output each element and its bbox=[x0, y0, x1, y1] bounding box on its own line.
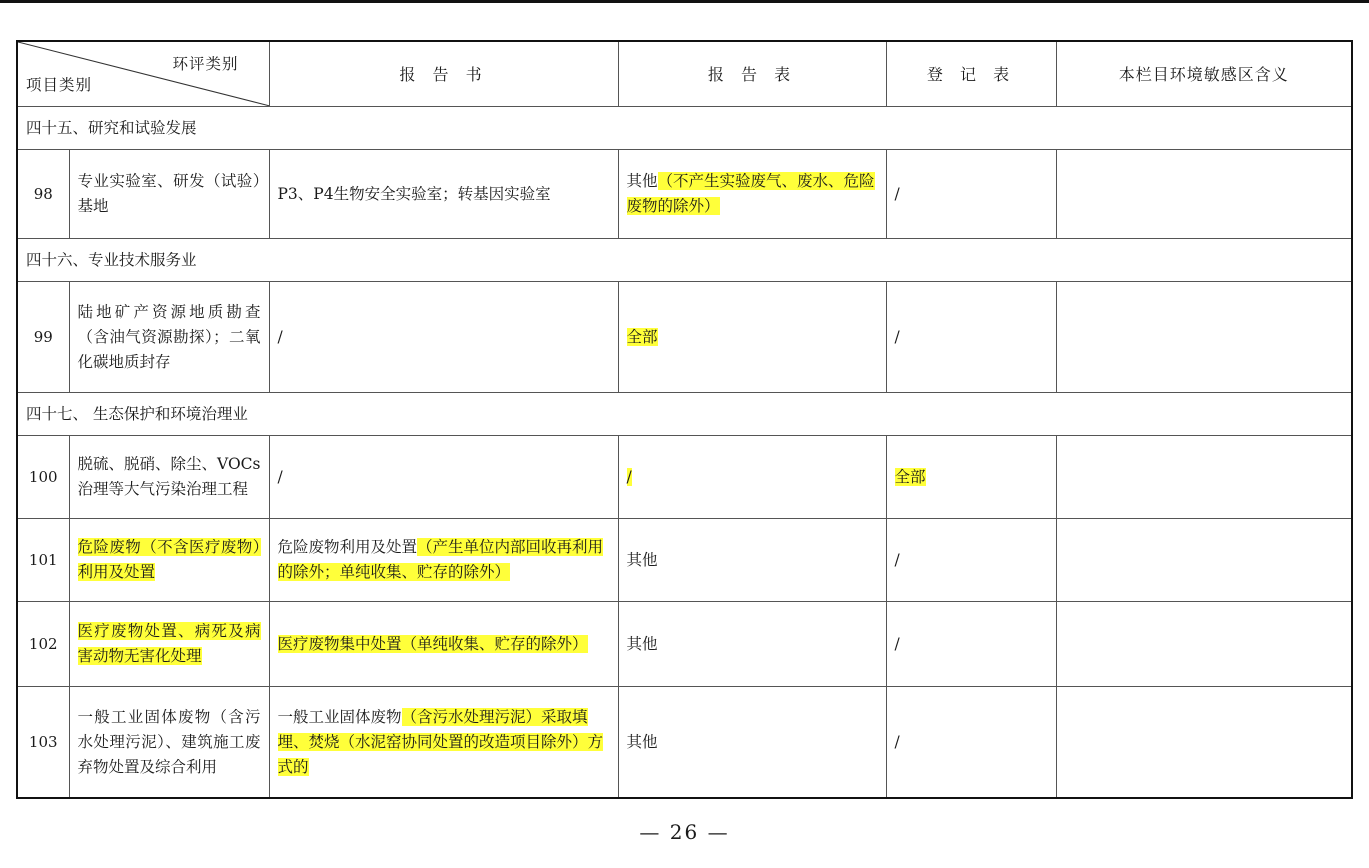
table-row bbox=[17, 519, 1352, 602]
section-header-row bbox=[17, 239, 1352, 282]
report-form-cell bbox=[618, 282, 886, 393]
header-row bbox=[17, 41, 1352, 107]
header-project-category: 项目类别 bbox=[26, 76, 93, 94]
top-rule bbox=[0, 0, 1369, 3]
row-number: 99 bbox=[17, 282, 69, 393]
header-report-form: 报 告 表 bbox=[618, 41, 886, 107]
report-book-text: 危险废物利用及处置 bbox=[277, 538, 418, 556]
sensitive-area-cell bbox=[1056, 602, 1352, 687]
report-form-cell bbox=[618, 519, 886, 602]
header-register-form: 登 记 表 bbox=[886, 41, 1056, 107]
report-form-text: 其他 bbox=[626, 550, 658, 569]
project-category-cell bbox=[69, 519, 269, 602]
report-book-cell bbox=[269, 150, 618, 239]
section-title: 四十六、专业技术服务业 bbox=[17, 239, 1352, 282]
table-row bbox=[17, 602, 1352, 687]
project-category-cell bbox=[69, 602, 269, 687]
table-row bbox=[17, 282, 1352, 393]
report-form-text: 其他 bbox=[626, 172, 658, 190]
row-number: 98 bbox=[17, 150, 69, 239]
row-number: 101 bbox=[17, 519, 69, 602]
project-category-text-highlighted: 危险废物（不含医疗废物）利用及处置 bbox=[77, 538, 261, 581]
report-book-text: P3、P4生物安全实验室；转基因实验室 bbox=[277, 184, 551, 203]
project-category-text-highlighted: 医疗废物处置、病死及病害动物无害化处理 bbox=[77, 622, 261, 665]
table-row bbox=[17, 436, 1352, 519]
header-report-book: 报 告 书 bbox=[269, 41, 618, 107]
table-row bbox=[17, 150, 1352, 239]
row-number: 102 bbox=[17, 602, 69, 687]
header-sensitive-area: 本栏目环境敏感区含义 bbox=[1056, 41, 1352, 107]
report-book-cell bbox=[269, 687, 618, 799]
report-book-text-highlighted: 医疗废物集中处置（单纯收集、贮存的除外） bbox=[277, 634, 588, 653]
report-form-cell bbox=[618, 687, 886, 799]
report-form-cell bbox=[618, 150, 886, 239]
register-form-text-highlighted: 全部 bbox=[894, 467, 926, 486]
report-book-cell bbox=[269, 519, 618, 602]
register-form-cell bbox=[886, 150, 1056, 239]
report-form-cell bbox=[618, 436, 886, 519]
section-header-row bbox=[17, 393, 1352, 436]
sensitive-area-cell bbox=[1056, 519, 1352, 602]
project-category-text: 一般工业固体废物（含污水处理污泥）、建筑施工废弃物处置及综合利用 bbox=[77, 707, 261, 776]
header-corner-cell bbox=[17, 41, 269, 107]
section-title: 四十五、研究和试验发展 bbox=[17, 107, 1352, 150]
project-category-cell bbox=[69, 687, 269, 799]
register-form-text: / bbox=[894, 732, 900, 751]
report-form-text-highlighted: / bbox=[626, 467, 632, 486]
row-number: 103 bbox=[17, 687, 69, 799]
section-title: 四十七、 生态保护和环境治理业 bbox=[17, 393, 1352, 436]
report-book-text: / bbox=[277, 467, 283, 486]
report-book-cell bbox=[269, 282, 618, 393]
project-category-text: 陆地矿产资源地质勘查（含油气资源勘探）；二氧化碳地质封存 bbox=[77, 302, 261, 371]
report-book-text-highlighted: （含污水处理污泥）采取填埋、焚烧（水泥窑协同处置的改造项目除外）方式的 bbox=[277, 707, 604, 776]
report-book-cell bbox=[269, 436, 618, 519]
report-form-text: 其他 bbox=[626, 634, 658, 653]
report-book-text: 一般工业固体废物 bbox=[277, 707, 402, 726]
register-form-cell bbox=[886, 519, 1056, 602]
row-number: 100 bbox=[17, 436, 69, 519]
report-form-text: 其他 bbox=[626, 732, 658, 751]
project-category-text: 专业实验室、研发（试验）基地 bbox=[77, 172, 261, 215]
sensitive-area-cell bbox=[1056, 436, 1352, 519]
report-book-cell bbox=[269, 602, 618, 687]
sensitive-area-cell bbox=[1056, 282, 1352, 393]
project-category-text: 脱硫、脱硝、除尘、VOCs治理等大气污染治理工程 bbox=[77, 455, 261, 498]
project-category-cell bbox=[69, 150, 269, 239]
page-number: — 26 — bbox=[639, 820, 730, 844]
report-form-cell bbox=[618, 602, 886, 687]
register-form-text: / bbox=[894, 327, 900, 346]
sensitive-area-cell bbox=[1056, 150, 1352, 239]
project-category-cell bbox=[69, 436, 269, 519]
section-header-row bbox=[17, 107, 1352, 150]
report-book-text: / bbox=[277, 327, 283, 346]
register-form-text: / bbox=[894, 550, 900, 569]
register-form-cell bbox=[886, 602, 1056, 687]
report-form-text-highlighted: （不产生实验废气、废水、危险废物的除外） bbox=[626, 172, 875, 215]
register-form-cell bbox=[886, 282, 1056, 393]
eia-classification-table bbox=[16, 40, 1353, 799]
project-category-cell bbox=[69, 282, 269, 393]
report-form-text-highlighted: 全部 bbox=[626, 327, 658, 346]
report-book-text-highlighted: （产生单位内部回收再利用的除外；单纯收集、贮存的除外） bbox=[277, 538, 604, 581]
register-form-text: / bbox=[894, 634, 900, 653]
header-eia-category: 环评类别 bbox=[172, 55, 239, 73]
register-form-text: / bbox=[894, 184, 900, 203]
sensitive-area-cell bbox=[1056, 687, 1352, 799]
table-row bbox=[17, 687, 1352, 799]
register-form-cell bbox=[886, 436, 1056, 519]
register-form-cell bbox=[886, 687, 1056, 799]
